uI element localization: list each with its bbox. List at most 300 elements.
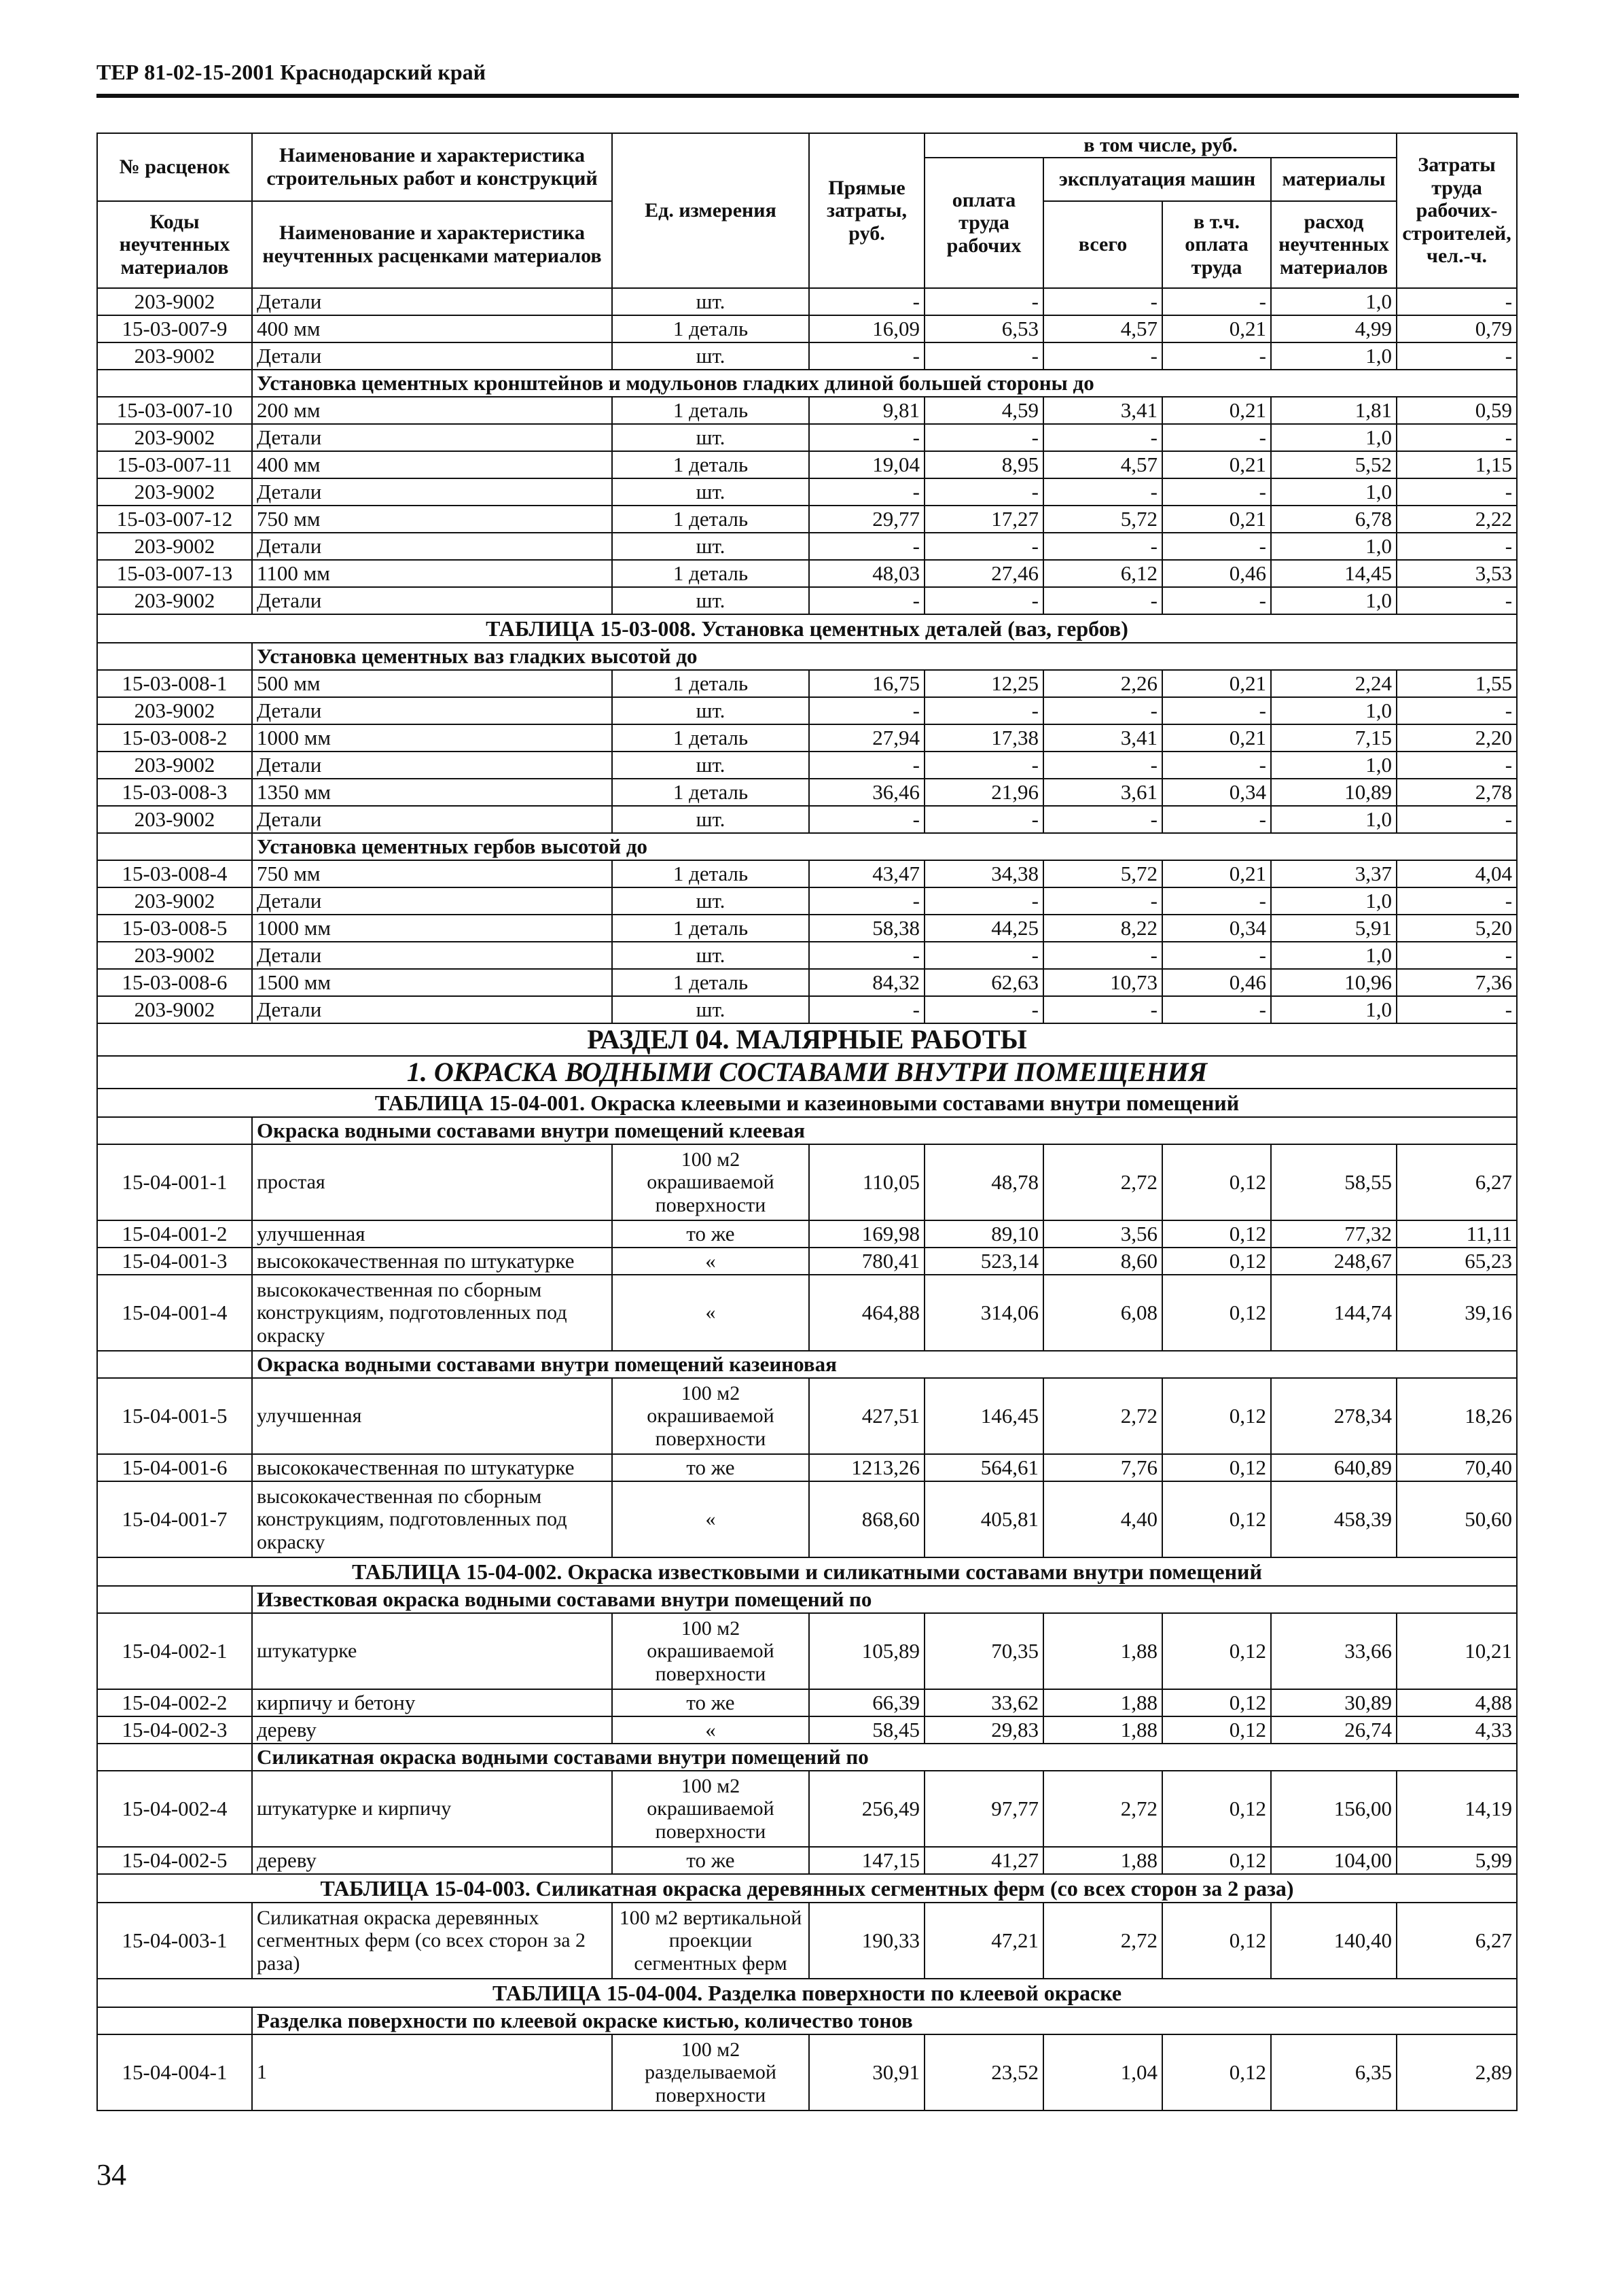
cell-machines-labor: 0,12 — [1162, 1771, 1271, 1847]
table-row — [97, 1771, 1517, 1847]
cell-unit: 100 м2 окрашиваемой поверхности — [612, 1378, 809, 1454]
cell-unit: 1 деталь — [612, 560, 809, 587]
table-row — [97, 451, 1517, 478]
cell-name: Детали — [252, 533, 612, 560]
subsection-title: 1. ОКРАСКА ВОДНЫМИ СОСТАВАМИ ВНУТРИ ПОМЕЩЕНИЯ — [97, 1056, 1517, 1089]
cell-materials: 1,0 — [1271, 806, 1397, 833]
cell-unit: 1 деталь — [612, 915, 809, 942]
cell-name: 500 мм — [252, 670, 612, 697]
table-title-row — [97, 1557, 1517, 1586]
cell-workers: 2,78 — [1397, 779, 1517, 806]
cell-machines-all: 4,40 — [1043, 1481, 1162, 1557]
cell-name: 1 — [252, 2034, 612, 2110]
cell-name: Детали — [252, 887, 612, 915]
cell-machines-all: - — [1043, 342, 1162, 370]
cell-workers: - — [1397, 533, 1517, 560]
cell-unit: « — [612, 1716, 809, 1744]
cell-workers: - — [1397, 942, 1517, 969]
group-heading: Окраска водными составами внутри помещений казеиновая — [252, 1351, 1517, 1378]
cell-unit: 1 деталь — [612, 860, 809, 887]
cell-unit: шт. — [612, 533, 809, 560]
cell-name: высококачественная по сборным конструкциям, подготовленных под окраску — [252, 1275, 612, 1351]
table-row — [97, 1144, 1517, 1220]
table-row — [97, 670, 1517, 697]
cell-materials: 2,24 — [1271, 670, 1397, 697]
cell-code: 15-04-001-4 — [97, 1275, 252, 1351]
col-machines-labor: в т.ч. оплата труда — [1162, 201, 1271, 288]
cell-workers: 1,15 — [1397, 451, 1517, 478]
cell-machines-all: 5,72 — [1043, 860, 1162, 887]
cell-labor: 47,21 — [925, 1903, 1043, 1979]
cell-code: 15-04-001-2 — [97, 1220, 252, 1248]
table-row — [97, 806, 1517, 833]
table-title-row — [97, 1979, 1517, 2007]
group-heading: Разделка поверхности по клеевой окраске кистью, количество тонов — [252, 2007, 1517, 2034]
cell-unit: шт. — [612, 288, 809, 315]
table-row — [97, 288, 1517, 315]
cell-code: 15-03-007-12 — [97, 506, 252, 533]
cell-labor: 17,27 — [925, 506, 1043, 533]
cell-workers: 5,99 — [1397, 1847, 1517, 1874]
cell-machines-all: 3,61 — [1043, 779, 1162, 806]
cell-unit: шт. — [612, 424, 809, 451]
table-row — [97, 860, 1517, 887]
cell-materials: 3,37 — [1271, 860, 1397, 887]
cell-code: 15-04-001-6 — [97, 1454, 252, 1481]
cell-code: 15-04-002-3 — [97, 1716, 252, 1744]
table-row — [97, 342, 1517, 370]
table-title-row — [97, 614, 1517, 643]
cell-machines-all: - — [1043, 942, 1162, 969]
cell-name: 200 мм — [252, 397, 612, 424]
cell-direct: - — [809, 587, 925, 614]
group-heading: Установка цементных ваз гладких высотой до — [252, 643, 1517, 670]
group-heading-row — [97, 2007, 1517, 2034]
cell-materials: 1,0 — [1271, 697, 1397, 724]
col-unit: Ед. измерения — [612, 133, 809, 288]
group-spacer — [97, 1351, 252, 1378]
table-row — [97, 915, 1517, 942]
cell-direct: 30,91 — [809, 2034, 925, 2110]
cell-unit: 1 деталь — [612, 670, 809, 697]
col-materials-codes: Коды неучтенных материалов — [97, 201, 252, 288]
cell-machines-all: 7,76 — [1043, 1454, 1162, 1481]
cell-direct: 9,81 — [809, 397, 925, 424]
cell-code: 15-04-002-2 — [97, 1689, 252, 1716]
cell-machines-all: - — [1043, 288, 1162, 315]
cell-machines-labor: - — [1162, 288, 1271, 315]
cell-direct: 868,60 — [809, 1481, 925, 1557]
cell-labor: 17,38 — [925, 724, 1043, 752]
cell-workers: 1,55 — [1397, 670, 1517, 697]
cell-unit: 1 деталь — [612, 451, 809, 478]
col-materials-cost: расход неучтенных материалов — [1271, 201, 1397, 288]
cell-materials: 1,0 — [1271, 533, 1397, 560]
group-heading: Установка цементных гербов высотой до — [252, 833, 1517, 860]
table-body — [97, 288, 1517, 2110]
cell-code: 203-9002 — [97, 288, 252, 315]
cell-materials: 1,0 — [1271, 887, 1397, 915]
cell-code: 15-03-008-6 — [97, 969, 252, 996]
cell-workers: 6,27 — [1397, 1144, 1517, 1220]
cell-machines-all: 6,08 — [1043, 1275, 1162, 1351]
table-row — [97, 1689, 1517, 1716]
group-heading-row — [97, 643, 1517, 670]
cell-labor: - — [925, 752, 1043, 779]
cell-workers: - — [1397, 806, 1517, 833]
cell-labor: 6,53 — [925, 315, 1043, 342]
cell-unit: то же — [612, 1454, 809, 1481]
cell-materials: 278,34 — [1271, 1378, 1397, 1454]
cell-unit: 1 деталь — [612, 397, 809, 424]
cell-labor: - — [925, 887, 1043, 915]
table-row — [97, 1847, 1517, 1874]
group-heading-row — [97, 1117, 1517, 1144]
cell-code: 15-04-001-7 — [97, 1481, 252, 1557]
cell-unit: 100 м2 разделываемой поверхности — [612, 2034, 809, 2110]
cell-machines-all: - — [1043, 697, 1162, 724]
cell-name: Детали — [252, 752, 612, 779]
table-title-row — [97, 1874, 1517, 1903]
cell-machines-labor: 0,12 — [1162, 1275, 1271, 1351]
rates-table — [96, 133, 1518, 2111]
cell-direct: 84,32 — [809, 969, 925, 996]
table-header — [97, 133, 1517, 288]
group-spacer — [97, 370, 252, 397]
cell-materials: 140,40 — [1271, 1903, 1397, 1979]
cell-workers: - — [1397, 752, 1517, 779]
cell-direct: 66,39 — [809, 1689, 925, 1716]
cell-code: 203-9002 — [97, 806, 252, 833]
cell-machines-labor: 0,21 — [1162, 724, 1271, 752]
cell-name: Детали — [252, 478, 612, 506]
cell-direct: 1213,26 — [809, 1454, 925, 1481]
cell-workers: 0,59 — [1397, 397, 1517, 424]
cell-name: Детали — [252, 587, 612, 614]
section-title-row — [97, 1023, 1517, 1056]
cell-machines-labor: 0,12 — [1162, 1378, 1271, 1454]
cell-machines-all: 3,41 — [1043, 724, 1162, 752]
cell-machines-labor: 0,21 — [1162, 506, 1271, 533]
cell-machines-labor: 0,34 — [1162, 779, 1271, 806]
cell-name: 1350 мм — [252, 779, 612, 806]
cell-machines-all: 8,60 — [1043, 1248, 1162, 1275]
cell-unit: шт. — [612, 996, 809, 1023]
cell-materials: 104,00 — [1271, 1847, 1397, 1874]
cell-labor: - — [925, 806, 1043, 833]
cell-labor: - — [925, 424, 1043, 451]
group-heading-row — [97, 833, 1517, 860]
table-row — [97, 996, 1517, 1023]
cell-machines-all: 3,56 — [1043, 1220, 1162, 1248]
cell-labor: - — [925, 587, 1043, 614]
cell-workers: - — [1397, 478, 1517, 506]
group-heading-row — [97, 1586, 1517, 1613]
cell-name: штукатурке — [252, 1613, 612, 1689]
cell-direct: 780,41 — [809, 1248, 925, 1275]
cell-labor: 27,46 — [925, 560, 1043, 587]
cell-name: Детали — [252, 697, 612, 724]
cell-direct: 464,88 — [809, 1275, 925, 1351]
cell-machines-all: - — [1043, 587, 1162, 614]
cell-materials: 156,00 — [1271, 1771, 1397, 1847]
cell-machines-labor: 0,21 — [1162, 860, 1271, 887]
table-title: ТАБЛИЦА 15-04-004. Разделка поверхности по клеевой окраске — [97, 1979, 1517, 2007]
cell-code: 15-03-007-9 — [97, 315, 252, 342]
cell-unit: шт. — [612, 342, 809, 370]
cell-labor: - — [925, 288, 1043, 315]
cell-materials: 6,78 — [1271, 506, 1397, 533]
cell-machines-labor: - — [1162, 342, 1271, 370]
cell-materials: 10,89 — [1271, 779, 1397, 806]
cell-machines-labor: - — [1162, 697, 1271, 724]
cell-machines-all: - — [1043, 887, 1162, 915]
cell-direct: 16,75 — [809, 670, 925, 697]
cell-direct: - — [809, 942, 925, 969]
cell-workers: 18,26 — [1397, 1378, 1517, 1454]
cell-machines-all: 10,73 — [1043, 969, 1162, 996]
cell-materials: 26,74 — [1271, 1716, 1397, 1744]
cell-machines-labor: - — [1162, 587, 1271, 614]
cell-unit: шт. — [612, 752, 809, 779]
cell-unit: 100 м2 окрашиваемой поверхности — [612, 1771, 809, 1847]
cell-unit: « — [612, 1481, 809, 1557]
cell-machines-labor: 0,21 — [1162, 397, 1271, 424]
col-machines: эксплуатация машин — [1043, 158, 1271, 201]
cell-machines-all: 2,72 — [1043, 1144, 1162, 1220]
cell-machines-all: 2,72 — [1043, 1378, 1162, 1454]
cell-name: 400 мм — [252, 315, 612, 342]
cell-unit: 100 м2 окрашиваемой поверхности — [612, 1144, 809, 1220]
table-row — [97, 1613, 1517, 1689]
cell-labor: - — [925, 478, 1043, 506]
cell-code: 203-9002 — [97, 942, 252, 969]
cell-name: 750 мм — [252, 860, 612, 887]
table-row — [97, 424, 1517, 451]
cell-labor: 34,38 — [925, 860, 1043, 887]
cell-code: 15-03-008-3 — [97, 779, 252, 806]
cell-code: 15-04-001-5 — [97, 1378, 252, 1454]
cell-direct: - — [809, 288, 925, 315]
cell-materials: 1,0 — [1271, 752, 1397, 779]
cell-labor: 12,25 — [925, 670, 1043, 697]
cell-direct: - — [809, 697, 925, 724]
cell-labor: 89,10 — [925, 1220, 1043, 1248]
cell-labor: - — [925, 342, 1043, 370]
cell-materials: 30,89 — [1271, 1689, 1397, 1716]
cell-workers: 70,40 — [1397, 1454, 1517, 1481]
cell-workers: 7,36 — [1397, 969, 1517, 996]
cell-name: дереву — [252, 1847, 612, 1874]
cell-unit: 1 деталь — [612, 506, 809, 533]
cell-direct: - — [809, 887, 925, 915]
cell-name: Детали — [252, 424, 612, 451]
col-num-code: № расценок — [97, 133, 252, 201]
cell-unit: шт. — [612, 587, 809, 614]
cell-code: 15-04-001-1 — [97, 1144, 252, 1220]
cell-unit: 100 м2 окрашиваемой поверхности — [612, 1613, 809, 1689]
cell-workers: - — [1397, 424, 1517, 451]
table-row — [97, 1454, 1517, 1481]
cell-labor: 523,14 — [925, 1248, 1043, 1275]
cell-workers: 4,33 — [1397, 1716, 1517, 1744]
cell-machines-labor: 0,12 — [1162, 1481, 1271, 1557]
cell-code: 15-04-004-1 — [97, 2034, 252, 2110]
col-materials: материалы — [1271, 158, 1397, 201]
cell-machines-labor: 0,21 — [1162, 670, 1271, 697]
table-title: ТАБЛИЦА 15-04-002. Окраска известковыми и силикатными составами внутри помещений — [97, 1557, 1517, 1586]
cell-direct: 19,04 — [809, 451, 925, 478]
cell-machines-all: 1,04 — [1043, 2034, 1162, 2110]
cell-machines-all: 2,26 — [1043, 670, 1162, 697]
cell-code: 203-9002 — [97, 424, 252, 451]
cell-materials: 1,81 — [1271, 397, 1397, 424]
cell-unit: « — [612, 1248, 809, 1275]
cell-machines-labor: 0,12 — [1162, 1847, 1271, 1874]
cell-name: Детали — [252, 996, 612, 1023]
cell-machines-all: - — [1043, 752, 1162, 779]
table-row — [97, 1248, 1517, 1275]
cell-code: 203-9002 — [97, 587, 252, 614]
cell-direct: 27,94 — [809, 724, 925, 752]
cell-workers: 10,21 — [1397, 1613, 1517, 1689]
cell-name: простая — [252, 1144, 612, 1220]
cell-machines-all: 6,12 — [1043, 560, 1162, 587]
cell-code: 203-9002 — [97, 697, 252, 724]
cell-name: 750 мм — [252, 506, 612, 533]
cell-machines-labor: - — [1162, 533, 1271, 560]
cell-materials: 458,39 — [1271, 1481, 1397, 1557]
cell-direct: - — [809, 478, 925, 506]
page-header: ТЕР 81-02-15-2001 Краснодарский край — [96, 60, 486, 84]
cell-machines-labor: - — [1162, 478, 1271, 506]
cell-materials: 1,0 — [1271, 478, 1397, 506]
cell-machines-labor: 0,12 — [1162, 1613, 1271, 1689]
cell-labor: 21,96 — [925, 779, 1043, 806]
cell-code: 15-03-008-5 — [97, 915, 252, 942]
cell-code: 203-9002 — [97, 533, 252, 560]
header-rule — [96, 94, 1519, 98]
table-row — [97, 724, 1517, 752]
table-title: ТАБЛИЦА 15-04-003. Силикатная окраска деревянных сегментных ферм (со всех сторон за 2 раза) — [97, 1874, 1517, 1903]
cell-direct: 29,77 — [809, 506, 925, 533]
cell-machines-labor: - — [1162, 424, 1271, 451]
cell-direct: 427,51 — [809, 1378, 925, 1454]
cell-code: 203-9002 — [97, 752, 252, 779]
table-row — [97, 752, 1517, 779]
cell-unit: 1 деталь — [612, 315, 809, 342]
cell-code: 15-04-001-3 — [97, 1248, 252, 1275]
group-spacer — [97, 2007, 252, 2034]
group-heading-row — [97, 1351, 1517, 1378]
cell-direct: 169,98 — [809, 1220, 925, 1248]
cell-machines-all: - — [1043, 996, 1162, 1023]
cell-direct: - — [809, 533, 925, 560]
cell-labor: - — [925, 697, 1043, 724]
table-row — [97, 506, 1517, 533]
cell-code: 15-03-007-11 — [97, 451, 252, 478]
cell-name: 1100 мм — [252, 560, 612, 587]
cell-workers: 4,04 — [1397, 860, 1517, 887]
cell-materials: 58,55 — [1271, 1144, 1397, 1220]
cell-workers: 39,16 — [1397, 1275, 1517, 1351]
cell-code: 15-04-002-4 — [97, 1771, 252, 1847]
cell-machines-all: 4,57 — [1043, 451, 1162, 478]
cell-materials: 5,52 — [1271, 451, 1397, 478]
cell-unit: шт. — [612, 697, 809, 724]
table-row — [97, 1481, 1517, 1557]
cell-machines-labor: 0,12 — [1162, 2034, 1271, 2110]
col-direct: Прямые затраты, руб. — [809, 133, 925, 288]
cell-code: 15-03-008-2 — [97, 724, 252, 752]
cell-unit: то же — [612, 1220, 809, 1248]
cell-name: высококачественная по сборным конструкциям, подготовленных под окраску — [252, 1481, 612, 1557]
cell-materials: 1,0 — [1271, 342, 1397, 370]
group-spacer — [97, 643, 252, 670]
cell-name: дереву — [252, 1716, 612, 1744]
cell-labor: - — [925, 996, 1043, 1023]
cell-labor: 33,62 — [925, 1689, 1043, 1716]
cell-workers: 4,88 — [1397, 1689, 1517, 1716]
group-heading: Известковая окраска водными составами внутри помещений по — [252, 1586, 1517, 1613]
cell-direct: 190,33 — [809, 1903, 925, 1979]
cell-code: 15-04-003-1 — [97, 1903, 252, 1979]
cell-labor: - — [925, 942, 1043, 969]
cell-materials: 6,35 — [1271, 2034, 1397, 2110]
cell-labor: 23,52 — [925, 2034, 1043, 2110]
cell-direct: 48,03 — [809, 560, 925, 587]
cell-materials: 4,99 — [1271, 315, 1397, 342]
table-row — [97, 1378, 1517, 1454]
table-row — [97, 969, 1517, 996]
table-row — [97, 779, 1517, 806]
cell-materials: 248,67 — [1271, 1248, 1397, 1275]
cell-materials: 33,66 — [1271, 1613, 1397, 1689]
cell-labor: 314,06 — [925, 1275, 1043, 1351]
cell-unit: 1 деталь — [612, 969, 809, 996]
table-row — [97, 587, 1517, 614]
cell-labor: - — [925, 533, 1043, 560]
cell-direct: 43,47 — [809, 860, 925, 887]
cell-code: 203-9002 — [97, 887, 252, 915]
group-spacer — [97, 1117, 252, 1144]
cell-code: 203-9002 — [97, 342, 252, 370]
cell-code: 203-9002 — [97, 478, 252, 506]
cell-name: высококачественная по штукатурке — [252, 1248, 612, 1275]
table-row — [97, 887, 1517, 915]
cell-name: Детали — [252, 942, 612, 969]
cell-workers: - — [1397, 697, 1517, 724]
cell-workers: 50,60 — [1397, 1481, 1517, 1557]
subsection-title-row — [97, 1056, 1517, 1089]
cell-labor: 8,95 — [925, 451, 1043, 478]
col-machines-all: всего — [1043, 201, 1162, 288]
cell-direct: - — [809, 752, 925, 779]
group-heading: Окраска водными составами внутри помещений клеевая — [252, 1117, 1517, 1144]
cell-code: 15-03-008-4 — [97, 860, 252, 887]
cell-machines-labor: 0,12 — [1162, 1689, 1271, 1716]
cell-name: Силикатная окраска деревянных сегментных ферм (со всех сторон за 2 раза) — [252, 1903, 612, 1979]
cell-workers: 5,20 — [1397, 915, 1517, 942]
cell-name: Детали — [252, 288, 612, 315]
col-workers: Затраты труда рабочих-строителей, чел.-ч. — [1397, 133, 1517, 288]
table-row — [97, 1275, 1517, 1351]
cell-machines-labor: 0,12 — [1162, 1220, 1271, 1248]
cell-materials: 7,15 — [1271, 724, 1397, 752]
table-row — [97, 1903, 1517, 1979]
cell-name: 1500 мм — [252, 969, 612, 996]
table-row — [97, 2034, 1517, 2110]
